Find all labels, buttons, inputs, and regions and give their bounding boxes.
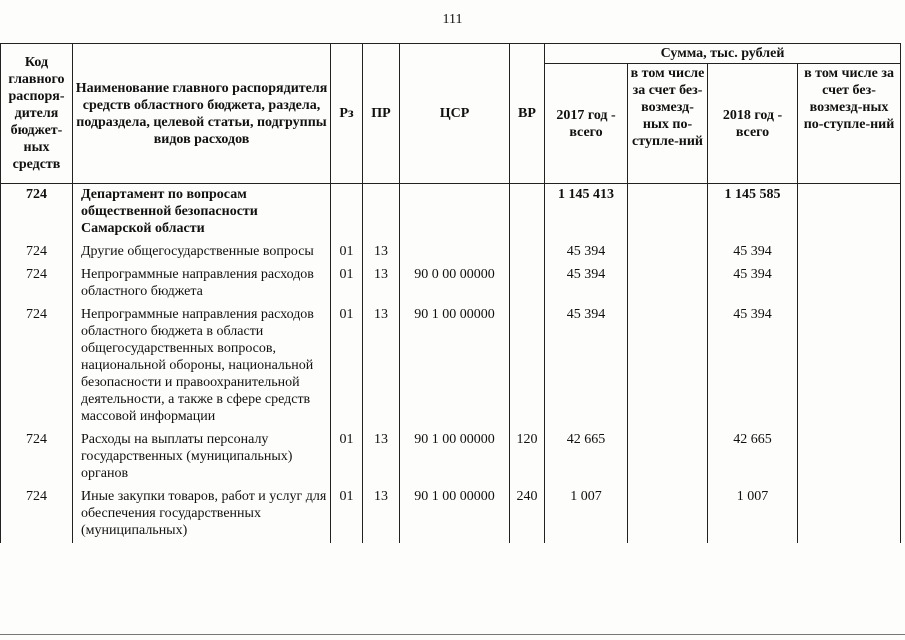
pr-cell: 13 <box>363 264 400 304</box>
vr-cell: 120 <box>510 429 545 486</box>
header-rz: Рз <box>331 44 363 184</box>
code-cell: 724 <box>1 429 73 486</box>
sum-2018-cell: 1 145 585 <box>708 184 798 242</box>
gratuitous-2017-cell <box>628 241 708 264</box>
csr-cell: 90 1 00 00000 <box>400 304 510 429</box>
gratuitous-2017-cell <box>628 264 708 304</box>
header-sum-group: Сумма, тыс. рублей <box>545 44 901 64</box>
header-vr: ВР <box>510 44 545 184</box>
csr-cell: 90 1 00 00000 <box>400 486 510 543</box>
vr-cell <box>510 241 545 264</box>
page-number: 111 <box>442 12 463 27</box>
budget-table <box>0 43 901 543</box>
csr-cell: 90 0 00 00000 <box>400 264 510 304</box>
sum-2018-cell: 45 394 <box>708 264 798 304</box>
gratuitous-2017-cell <box>628 184 708 242</box>
sum-2017-cell: 42 665 <box>545 429 628 486</box>
table-row <box>1 264 901 304</box>
sum-2018-cell: 45 394 <box>708 241 798 264</box>
code-cell: 724 <box>1 304 73 429</box>
gratuitous-2017-cell <box>628 304 708 429</box>
rz-cell <box>331 184 363 242</box>
csr-cell <box>400 241 510 264</box>
sum-2017-cell: 45 394 <box>545 264 628 304</box>
table-row <box>1 184 901 242</box>
pr-cell: 13 <box>363 429 400 486</box>
vr-cell: 240 <box>510 486 545 543</box>
header-pr: ПР <box>363 44 400 184</box>
sum-2018-cell: 45 394 <box>708 304 798 429</box>
table-header <box>1 44 901 184</box>
header-2018-total: 2018 год - всего <box>708 64 798 184</box>
sum-2017-cell: 1 007 <box>545 486 628 543</box>
pr-cell: 13 <box>363 241 400 264</box>
gratuitous-2018-cell <box>798 264 901 304</box>
table-row <box>1 486 901 543</box>
gratuitous-2018-cell <box>798 429 901 486</box>
rz-cell: 01 <box>331 241 363 264</box>
rz-cell: 01 <box>331 304 363 429</box>
name-cell: Другие общегосударственные вопросы <box>73 241 331 264</box>
code-cell: 724 <box>1 241 73 264</box>
pr-cell <box>363 184 400 242</box>
table-row <box>1 429 901 486</box>
pr-cell: 13 <box>363 304 400 429</box>
code-cell: 724 <box>1 486 73 543</box>
vr-cell <box>510 304 545 429</box>
gratuitous-2017-cell <box>628 486 708 543</box>
gratuitous-2018-cell <box>798 486 901 543</box>
rz-cell: 01 <box>331 486 363 543</box>
name-cell: Иные закупки товаров, работ и услуг для обеспечения государственных (муниципальных) <box>73 486 331 543</box>
table-body <box>1 184 901 544</box>
name-cell: Непрограммные направления расходов областного бюджета в области общегосударственных вопросов, национальной обороны, национальной безопасности и правоохранительной деятельности, а также в сфере средств массовой информации <box>73 304 331 429</box>
name-cell: Расходы на выплаты персоналу государственных (муниципальных) органов <box>73 429 331 486</box>
table-row <box>1 304 901 429</box>
vr-cell <box>510 264 545 304</box>
table-row <box>1 241 901 264</box>
sum-2017-cell: 45 394 <box>545 241 628 264</box>
header-name: Наименование главного распорядителя средств областного бюджета, раздела, подраздела, целевой статьи, подгруппы видов расходов <box>73 44 331 184</box>
gratuitous-2018-cell <box>798 304 901 429</box>
header-code: Код главного распоря-дителя бюджет-ных средств <box>1 44 73 184</box>
gratuitous-2018-cell <box>798 184 901 242</box>
pr-cell: 13 <box>363 486 400 543</box>
csr-cell: 90 1 00 00000 <box>400 429 510 486</box>
rz-cell: 01 <box>331 264 363 304</box>
gratuitous-2017-cell <box>628 429 708 486</box>
header-2017-gratuitous: в том числе за счет без-возмезд-ных по-ступле-ний <box>628 64 708 184</box>
header-2018-gratuitous: в том числе за счет без-возмезд-ных по-ступле-ний <box>798 64 901 184</box>
vr-cell <box>510 184 545 242</box>
name-cell: Департамент по вопросам общественной безопасности Самарской области <box>73 184 331 242</box>
sum-2017-cell: 1 145 413 <box>545 184 628 242</box>
gratuitous-2018-cell <box>798 241 901 264</box>
rz-cell: 01 <box>331 429 363 486</box>
sum-2018-cell: 1 007 <box>708 486 798 543</box>
name-cell: Непрограммные направления расходов областного бюджета <box>73 264 331 304</box>
header-csr: ЦСР <box>400 44 510 184</box>
csr-cell <box>400 184 510 242</box>
header-2017-total: 2017 год - всего <box>545 64 628 184</box>
sum-2018-cell: 42 665 <box>708 429 798 486</box>
code-cell: 724 <box>1 264 73 304</box>
sum-2017-cell: 45 394 <box>545 304 628 429</box>
bottom-rule <box>0 634 905 635</box>
code-cell: 724 <box>1 184 73 242</box>
